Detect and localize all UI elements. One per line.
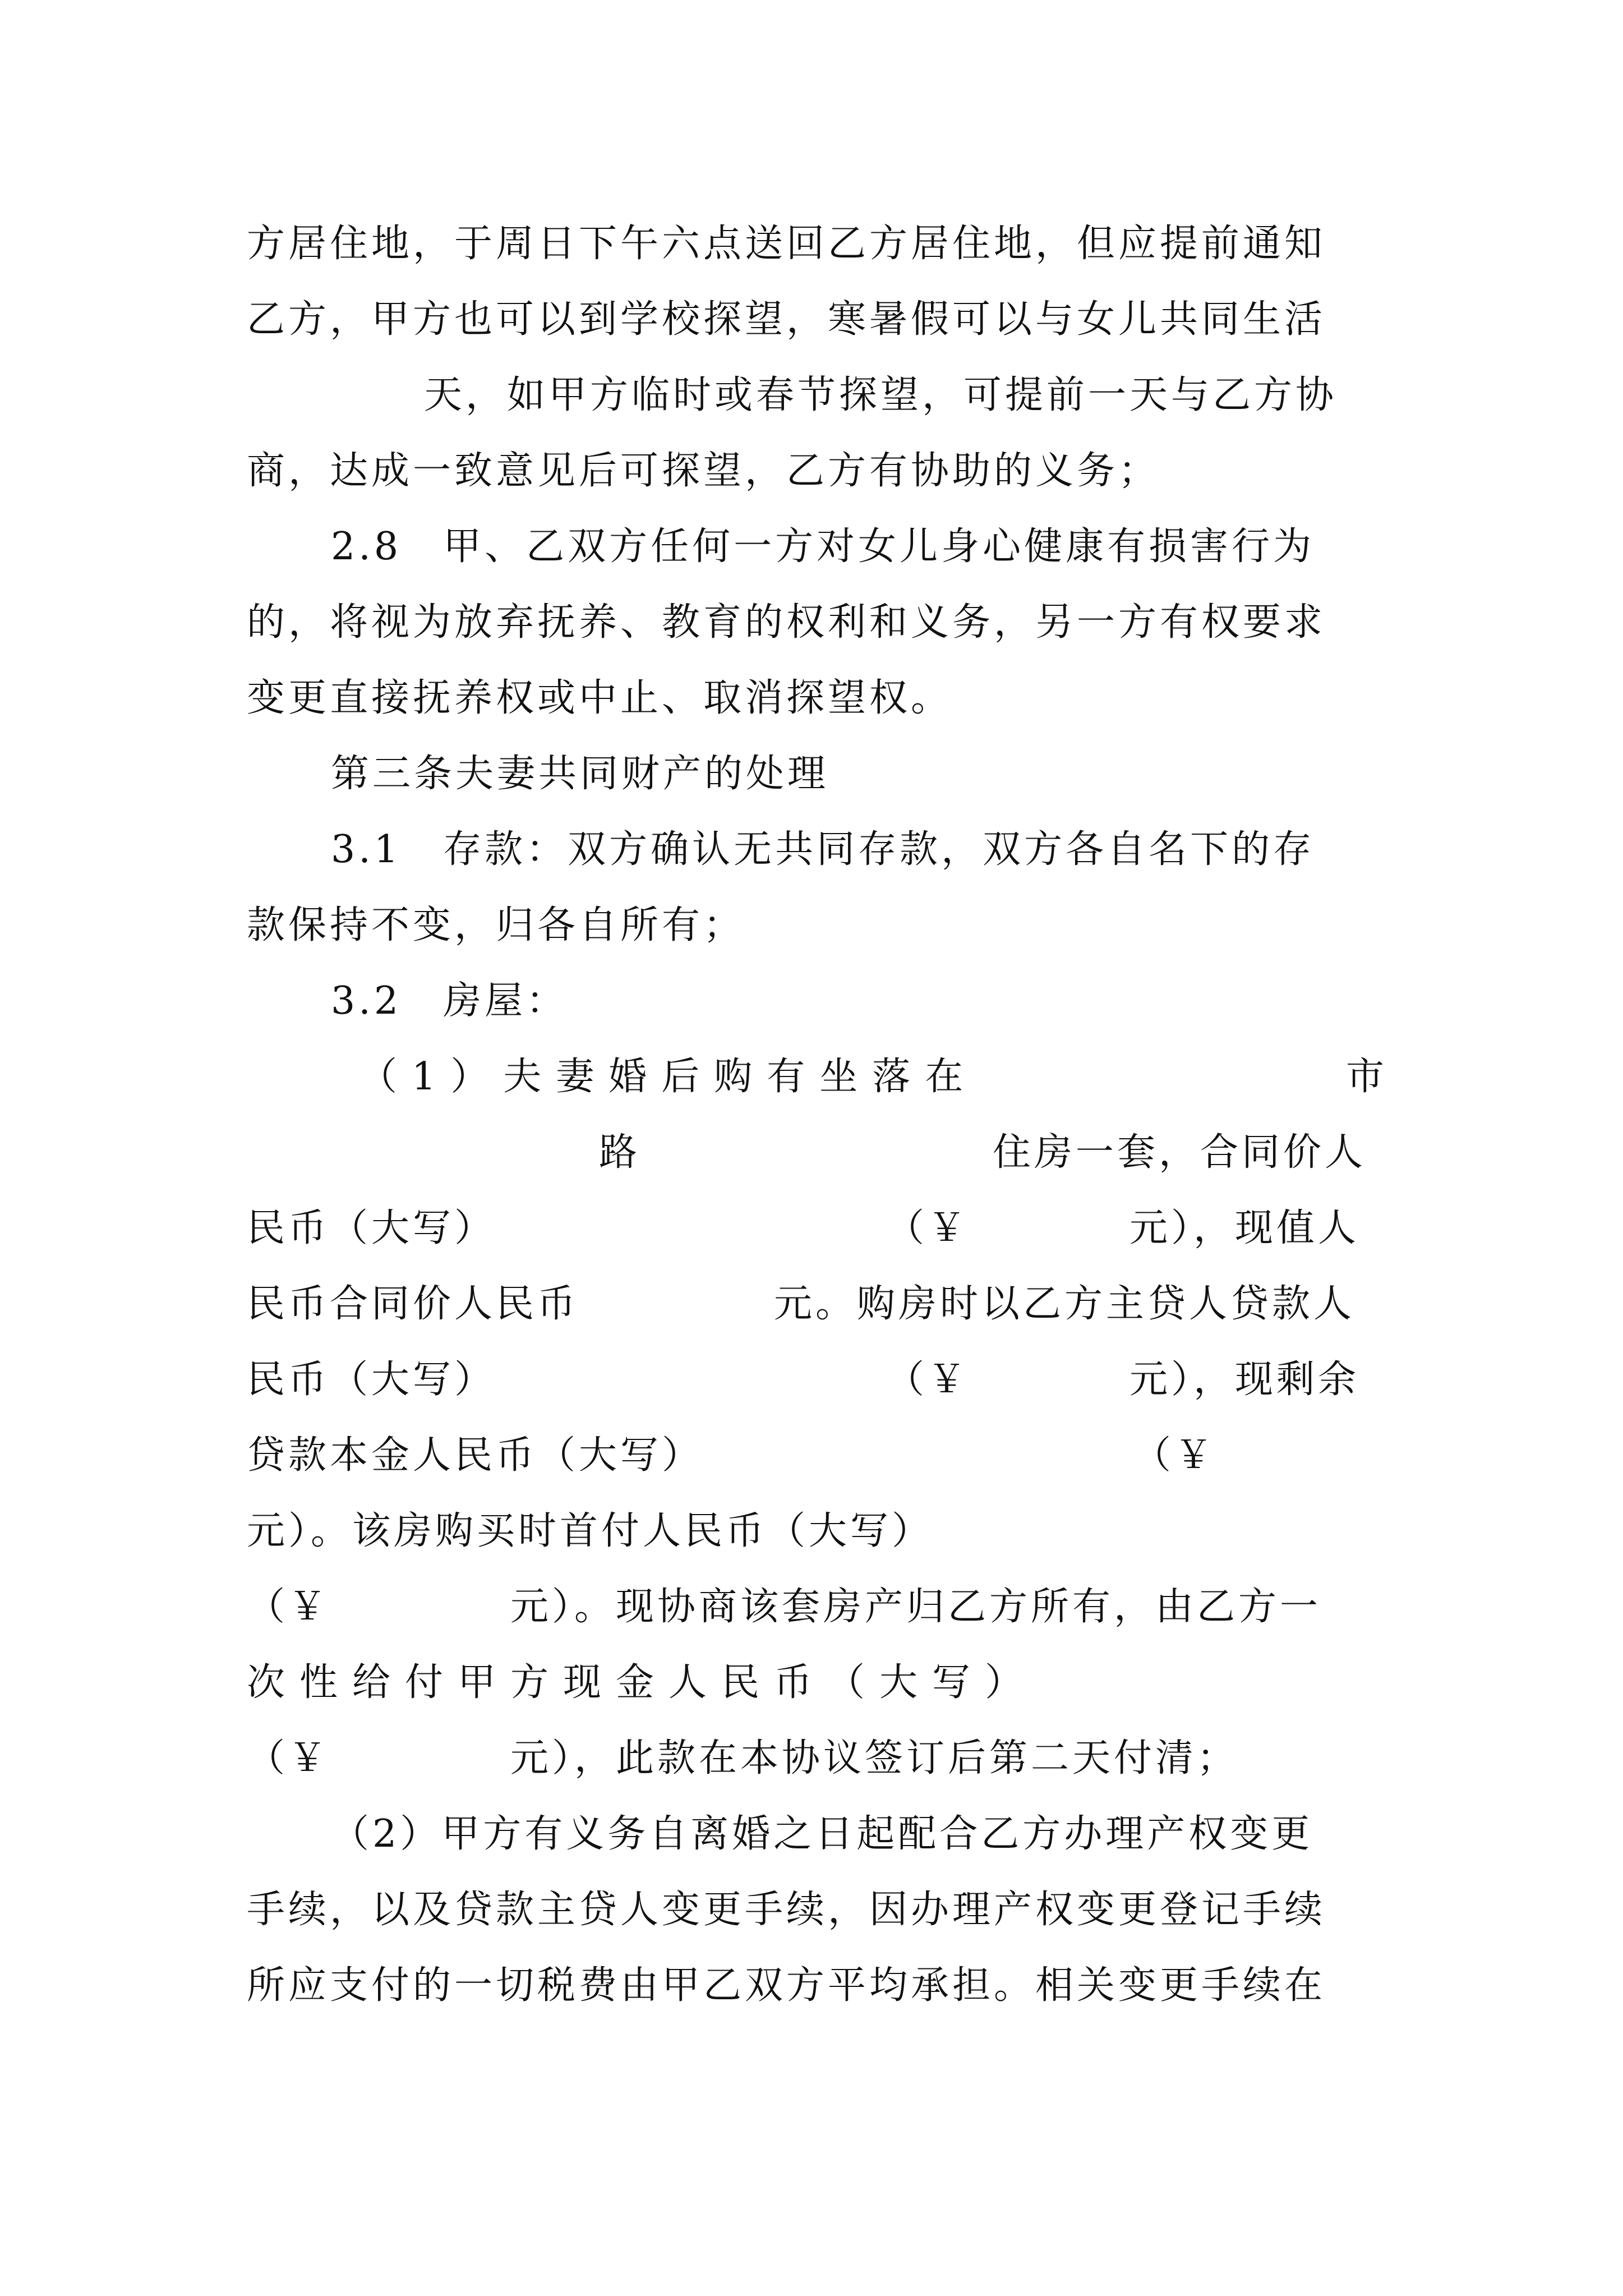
text-line-17-part-a: 贷款本金人民币（大写） [247, 1433, 704, 1478]
text-line-23 [247, 1876, 1385, 1944]
text-line-20 [247, 1649, 1385, 1717]
text-line-22 [247, 1801, 1385, 1868]
text-line-9 [247, 816, 1385, 884]
text-line-12-part-b: 市 [1346, 1055, 1388, 1099]
text-line-16-part-b: （￥ [886, 1358, 970, 1402]
text-line-23-content: 手续，以及贷款主贷人变更手续，因办理产权变更登记手续 [247, 1888, 1326, 1932]
text-line-3-content: 天，如甲方临时或春节探望，可提前一天与乙方协 [424, 373, 1338, 417]
text-line-7-content: 变更直接抚养权或中止、取消探望权。 [247, 676, 953, 720]
text-line-24-content: 所应支付的一切税费由甲乙双方平均承担。相关变更手续在 [247, 1963, 1326, 2008]
text-line-13-part-b: 住房一套，合同价人 [993, 1130, 1367, 1175]
text-line-14-part-b: （￥ [886, 1206, 970, 1250]
text-line-14 [247, 1195, 1385, 1262]
text-line-15 [247, 1271, 1385, 1338]
text-line-11-content: 3.2 房屋： [331, 979, 568, 1023]
text-line-15-part-a: 民币合同价人民币 [247, 1282, 579, 1326]
text-line-24 [247, 1952, 1385, 2019]
text-line-21-part-b: 元），此款在本协议签订后第二天付清； [510, 1736, 1239, 1780]
text-line-22-content: （2）甲方有义务自离婚之日起配合乙方办理产权变更 [331, 1812, 1313, 1856]
text-line-1-content: 方居住地，于周日下午六点送回乙方居住地，但应提前通知 [247, 222, 1326, 266]
text-line-16 [247, 1346, 1385, 1414]
text-line-6-content: 的，将视为放弃抚养、教育的权利和义务，另一方有权要求 [247, 600, 1326, 645]
text-line-13 [247, 1119, 1385, 1186]
text-line-6 [247, 589, 1385, 656]
text-line-16-part-c: 元），现剩余 [1129, 1358, 1360, 1402]
text-line-16-part-a: 民币（大写） [247, 1358, 496, 1402]
text-line-20-content: 次性给付甲方现金人民币（大写） [247, 1660, 1038, 1705]
text-line-17 [247, 1422, 1385, 1489]
text-line-18 [247, 1498, 1385, 1565]
text-line-18-content: 元）。该房购买时首付人民币（大写） [247, 1509, 934, 1553]
text-line-21 [247, 1725, 1385, 1792]
text-line-14-part-c: 元），现值人 [1129, 1206, 1360, 1250]
text-line-19-part-b: 元）。现协商该套房产归乙方所有，由乙方一 [510, 1585, 1322, 1629]
section-heading [247, 740, 1385, 808]
text-line-5-content: 2.8 甲、乙双方任何一方对女儿身心健康有损害行为 [331, 524, 1315, 569]
text-line-7 [247, 665, 1385, 732]
text-line-9-content: 3.1 存款：双方确认无共同存款，双方各自名下的存 [331, 827, 1315, 872]
text-line-1 [247, 210, 1385, 278]
text-line-4 [247, 438, 1385, 505]
text-line-14-part-a: 民币（大写） [247, 1206, 496, 1250]
text-line-19-part-a: （￥ [247, 1585, 330, 1629]
text-line-10 [247, 892, 1385, 959]
text-line-13-part-a: 路 [599, 1130, 641, 1175]
text-line-21-part-a: （￥ [247, 1736, 330, 1780]
text-line-12-part-a: （1）夫妻婚后购有坐落在 [359, 1055, 978, 1099]
text-line-5 [247, 513, 1385, 581]
text-line-17-part-b: （￥ [1133, 1433, 1216, 1478]
text-line-12 [247, 1043, 1388, 1111]
text-line-19 [247, 1573, 1385, 1641]
text-line-2-content: 乙方，甲方也可以到学校探望，寒暑假可以与女儿共同生活 [247, 297, 1326, 342]
section-heading-text: 第三条夫妻共同财产的处理 [331, 752, 829, 796]
text-line-15-part-b: 元。购房时以乙方主贷人贷款人 [774, 1282, 1355, 1326]
text-line-10-content: 款保持不变，归各自所有； [247, 903, 745, 947]
text-line-4-content: 商，达成一致意见后可探望，乙方有协助的义务； [247, 449, 1160, 493]
text-line-3 [247, 362, 1385, 429]
text-line-2 [247, 286, 1385, 353]
text-line-11 [247, 968, 1385, 1035]
